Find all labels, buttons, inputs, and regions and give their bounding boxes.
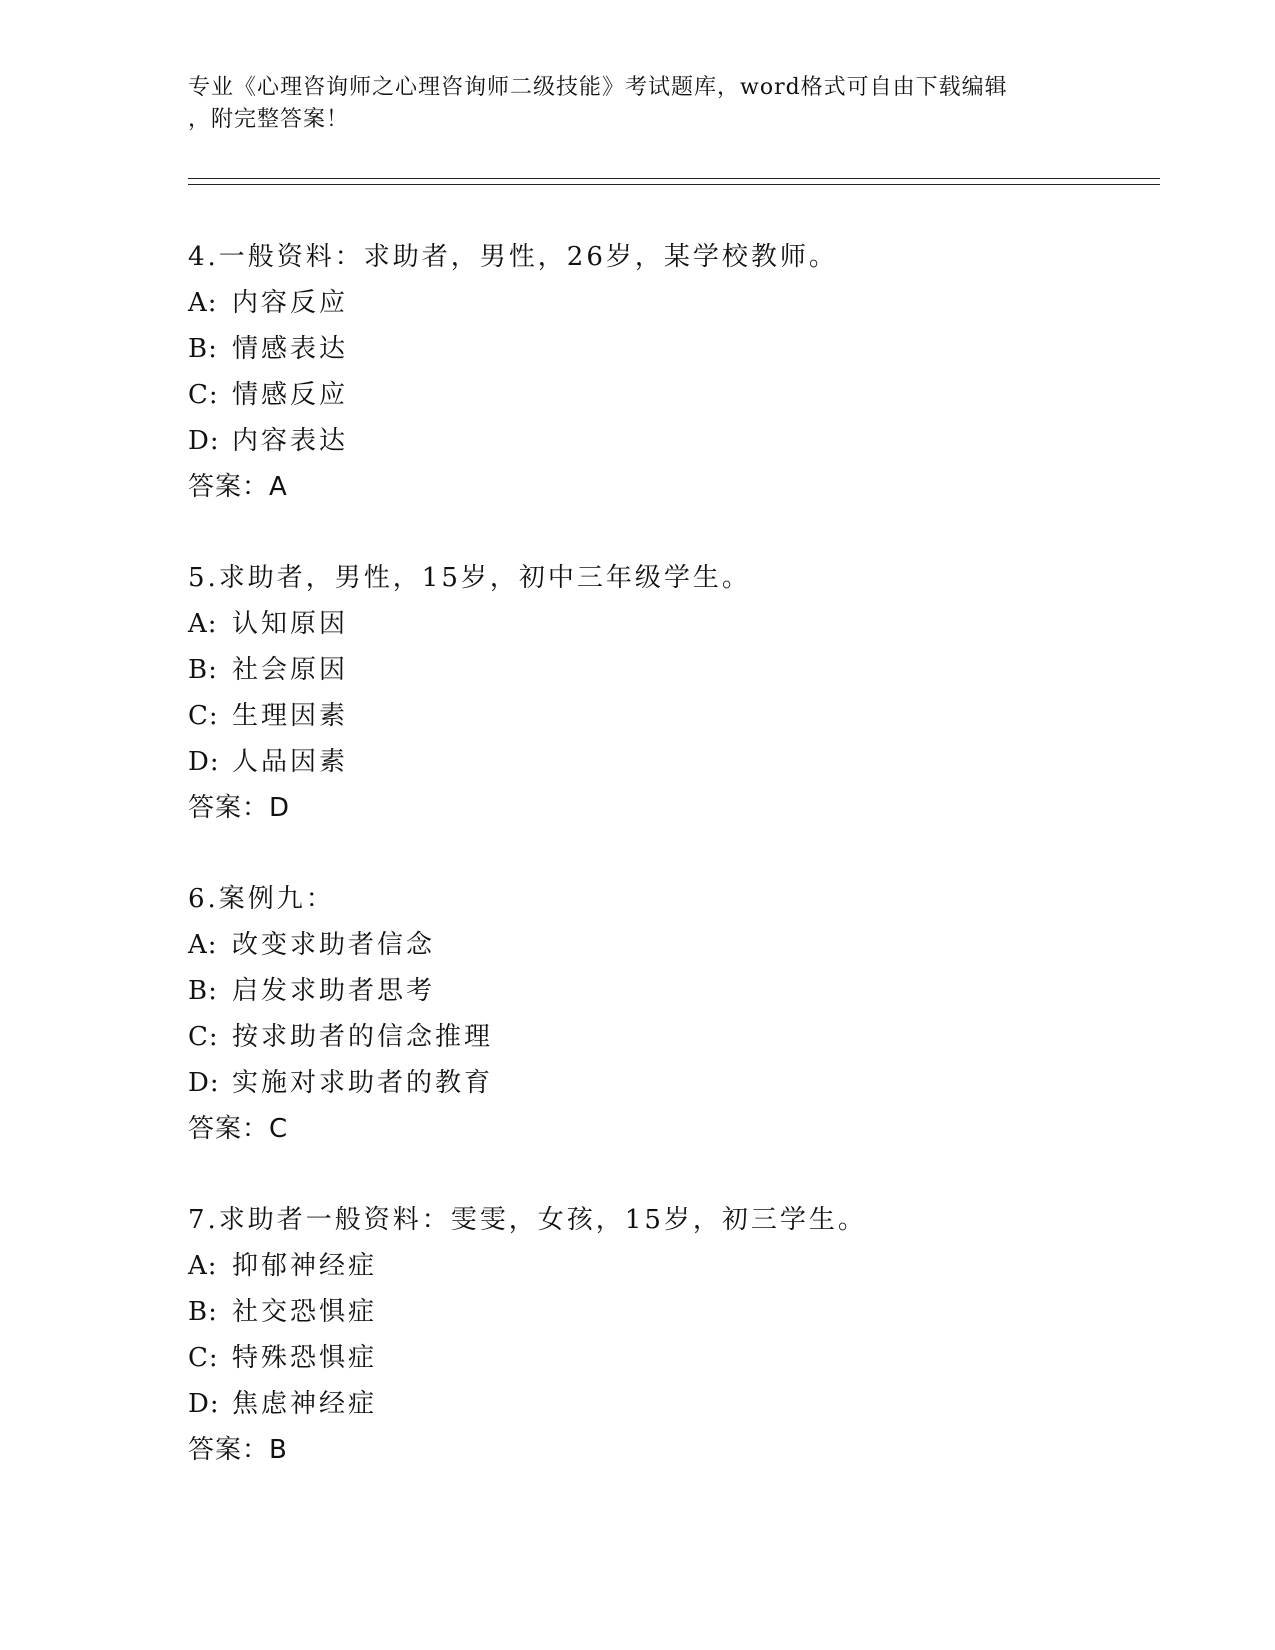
option-text: 内容表达: [232, 426, 349, 456]
option-label: A:: [188, 609, 218, 639]
answer-line: 答案：B: [188, 1435, 288, 1465]
option-d: [188, 1381, 1148, 1427]
option-label: D:: [188, 1068, 220, 1098]
option-b: [188, 647, 1148, 693]
option-label: A:: [188, 1251, 218, 1281]
option-label: C:: [188, 1343, 219, 1373]
option-c: [188, 1335, 1148, 1381]
option-text: 人品因素: [232, 747, 349, 777]
option-text: 启发求助者思考: [232, 976, 436, 1006]
option-label: B:: [188, 334, 218, 364]
question-title: 7.求助者一般资料：雯雯，女孩，15岁，初三学生。: [188, 1205, 867, 1235]
question-title: 4.一般资料：求助者，男性，26岁，某学校教师。: [188, 242, 838, 272]
answer-line: 答案：A: [188, 472, 288, 502]
header-line-1: 专业《心理咨询师之心理咨询师二级技能》考试题库，word格式可自由下载编辑: [188, 75, 1008, 100]
option-d: [188, 739, 1148, 785]
option-c: [188, 372, 1148, 418]
option-text: 生理因素: [232, 701, 349, 731]
question-block-4: [188, 234, 1148, 510]
option-b: [188, 1289, 1148, 1335]
option-text: 社交恐惧症: [232, 1297, 378, 1327]
option-a: [188, 280, 1148, 326]
option-c: [188, 693, 1148, 739]
header-divider-bottom: [188, 184, 1160, 185]
header-line-2: ，附完整答案！: [188, 107, 350, 132]
option-b: [188, 968, 1148, 1014]
option-c: [188, 1014, 1148, 1060]
document-header: [188, 72, 1088, 136]
question-block-6: [188, 876, 1148, 1152]
question-title: 6.案例九：: [188, 884, 335, 914]
option-a: [188, 922, 1148, 968]
option-d: [188, 1060, 1148, 1106]
option-label: C:: [188, 1022, 219, 1052]
option-label: B:: [188, 1297, 218, 1327]
option-a: [188, 601, 1148, 647]
option-text: 改变求助者信念: [232, 930, 436, 960]
option-text: 情感表达: [232, 334, 349, 364]
question-block-5: [188, 555, 1148, 831]
option-label: A:: [188, 930, 218, 960]
option-label: B:: [188, 976, 218, 1006]
question-block-7: [188, 1197, 1148, 1473]
option-a: [188, 1243, 1148, 1289]
option-text: 实施对求助者的教育: [232, 1068, 494, 1098]
option-text: 按求助者的信念推理: [232, 1022, 494, 1052]
option-d: [188, 418, 1148, 464]
answer-line: 答案：D: [188, 793, 291, 823]
option-label: A:: [188, 288, 218, 318]
option-text: 社会原因: [232, 655, 349, 685]
option-label: D:: [188, 1389, 220, 1419]
option-text: 情感反应: [232, 380, 349, 410]
option-text: 焦虑神经症: [232, 1389, 378, 1419]
answer-line: 答案：C: [188, 1114, 289, 1144]
option-label: D:: [188, 426, 220, 456]
option-label: C:: [188, 380, 219, 410]
option-label: B:: [188, 655, 218, 685]
option-label: D:: [188, 747, 220, 777]
option-b: [188, 326, 1148, 372]
question-title: 5.求助者，男性，15岁，初中三年级学生。: [188, 563, 751, 593]
option-label: C:: [188, 701, 219, 731]
option-text: 抑郁神经症: [232, 1251, 378, 1281]
option-text: 特殊恐惧症: [232, 1343, 378, 1373]
option-text: 认知原因: [232, 609, 349, 639]
header-divider-top: [188, 178, 1160, 179]
option-text: 内容反应: [232, 288, 349, 318]
